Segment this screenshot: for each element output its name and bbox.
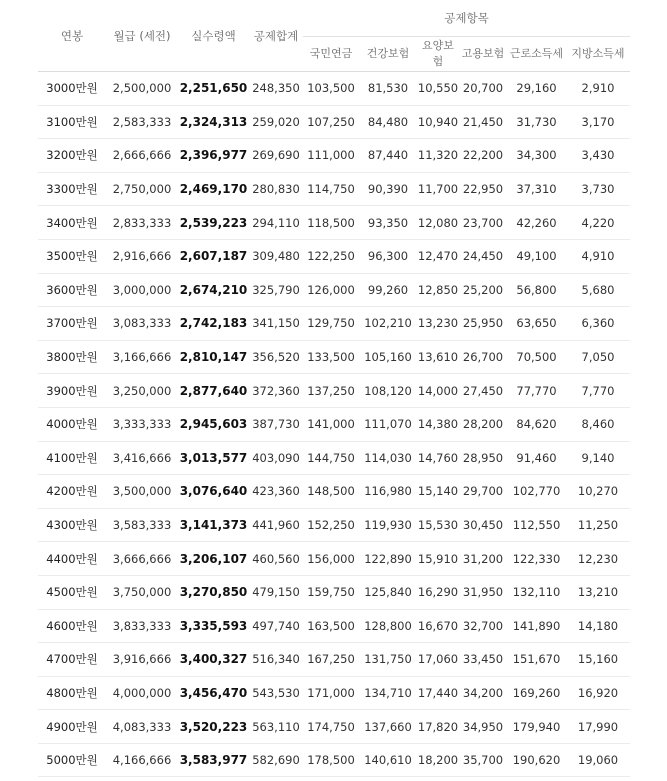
local-tax-cell: 7,050 xyxy=(566,340,630,374)
deduction-total-cell: 341,150 xyxy=(249,307,303,341)
table-row xyxy=(38,441,630,475)
income-tax-cell: 179,940 xyxy=(507,710,566,744)
monthly-cell: 3,750,000 xyxy=(106,575,178,609)
employment-cell: 25,200 xyxy=(459,273,507,307)
employment-cell: 34,200 xyxy=(459,676,507,710)
salary-table xyxy=(38,0,630,777)
income-tax-cell: 102,770 xyxy=(507,475,566,509)
employment-cell: 26,700 xyxy=(459,340,507,374)
local-tax-cell: 13,210 xyxy=(566,575,630,609)
monthly-cell: 2,750,000 xyxy=(106,172,178,206)
income-tax-cell: 151,670 xyxy=(507,643,566,677)
health-cell: 102,210 xyxy=(359,307,417,341)
monthly-cell: 3,250,000 xyxy=(106,374,178,408)
local-tax-cell: 17,990 xyxy=(566,710,630,744)
local-tax-cell: 6,360 xyxy=(566,307,630,341)
deduction-total-cell: 356,520 xyxy=(249,340,303,374)
salary-cell: 3900만원 xyxy=(38,374,106,408)
local-tax-cell: 4,910 xyxy=(566,239,630,273)
salary-cell: 4900만원 xyxy=(38,710,106,744)
health-cell: 131,750 xyxy=(359,643,417,677)
deduction-total-cell: 387,730 xyxy=(249,407,303,441)
employment-cell: 21,450 xyxy=(459,105,507,139)
health-cell: 116,980 xyxy=(359,475,417,509)
monthly-cell: 3,500,000 xyxy=(106,475,178,509)
income-tax-cell: 56,800 xyxy=(507,273,566,307)
table-row xyxy=(38,72,630,106)
pension-cell: 111,000 xyxy=(303,139,359,173)
net-cell: 2,396,977 xyxy=(178,139,249,173)
net-cell: 3,520,223 xyxy=(178,710,249,744)
care-cell: 15,530 xyxy=(417,508,459,542)
monthly-cell: 4,166,666 xyxy=(106,743,178,777)
net-cell: 3,013,577 xyxy=(178,441,249,475)
net-cell: 3,206,107 xyxy=(178,542,249,576)
income-tax-cell: 31,730 xyxy=(507,105,566,139)
local-tax-cell: 3,170 xyxy=(566,105,630,139)
pension-cell: 144,750 xyxy=(303,441,359,475)
employment-cell: 27,450 xyxy=(459,374,507,408)
employment-cell: 31,200 xyxy=(459,542,507,576)
local-tax-cell: 10,270 xyxy=(566,475,630,509)
local-tax-cell: 5,680 xyxy=(566,273,630,307)
header-pension: 국민연금 xyxy=(303,37,359,72)
monthly-cell: 2,916,666 xyxy=(106,239,178,273)
salary-cell: 4300만원 xyxy=(38,508,106,542)
health-cell: 81,530 xyxy=(359,72,417,106)
income-tax-cell: 190,620 xyxy=(507,743,566,777)
table-row xyxy=(38,609,630,643)
salary-cell: 3800만원 xyxy=(38,340,106,374)
table-row xyxy=(38,542,630,576)
pension-cell: 122,250 xyxy=(303,239,359,273)
table-row xyxy=(38,743,630,777)
table-row xyxy=(38,206,630,240)
table-row xyxy=(38,172,630,206)
care-cell: 10,940 xyxy=(417,105,459,139)
monthly-cell: 2,583,333 xyxy=(106,105,178,139)
net-cell: 2,810,147 xyxy=(178,340,249,374)
header-deduction-total: 공제합계 xyxy=(249,0,303,72)
monthly-cell: 2,666,666 xyxy=(106,139,178,173)
deduction-total-cell: 325,790 xyxy=(249,273,303,307)
table-row xyxy=(38,575,630,609)
income-tax-cell: 91,460 xyxy=(507,441,566,475)
table-row xyxy=(38,508,630,542)
health-cell: 119,930 xyxy=(359,508,417,542)
net-cell: 3,141,373 xyxy=(178,508,249,542)
net-cell: 2,674,210 xyxy=(178,273,249,307)
deduction-total-cell: 516,340 xyxy=(249,643,303,677)
care-cell: 10,550 xyxy=(417,72,459,106)
deduction-total-cell: 248,350 xyxy=(249,72,303,106)
care-cell: 12,850 xyxy=(417,273,459,307)
salary-cell: 3400만원 xyxy=(38,206,106,240)
pension-cell: 174,750 xyxy=(303,710,359,744)
care-cell: 11,700 xyxy=(417,172,459,206)
salary-cell: 3000만원 xyxy=(38,72,106,106)
pension-cell: 103,500 xyxy=(303,72,359,106)
monthly-cell: 3,333,333 xyxy=(106,407,178,441)
care-cell: 16,670 xyxy=(417,609,459,643)
deduction-total-cell: 460,560 xyxy=(249,542,303,576)
deduction-total-cell: 259,020 xyxy=(249,105,303,139)
income-tax-cell: 49,100 xyxy=(507,239,566,273)
salary-table-container xyxy=(38,0,630,777)
local-tax-cell: 15,160 xyxy=(566,643,630,677)
income-tax-cell: 132,110 xyxy=(507,575,566,609)
salary-cell: 5000만원 xyxy=(38,743,106,777)
salary-cell: 4400만원 xyxy=(38,542,106,576)
care-cell: 12,470 xyxy=(417,239,459,273)
care-cell: 17,440 xyxy=(417,676,459,710)
employment-cell: 29,700 xyxy=(459,475,507,509)
salary-cell: 4700만원 xyxy=(38,643,106,677)
health-cell: 87,440 xyxy=(359,139,417,173)
care-cell: 14,760 xyxy=(417,441,459,475)
net-cell: 3,400,327 xyxy=(178,643,249,677)
local-tax-cell: 3,730 xyxy=(566,172,630,206)
salary-cell: 3300만원 xyxy=(38,172,106,206)
table-row xyxy=(38,710,630,744)
monthly-cell: 3,666,666 xyxy=(106,542,178,576)
monthly-cell: 3,833,333 xyxy=(106,609,178,643)
table-header xyxy=(38,0,630,72)
pension-cell: 171,000 xyxy=(303,676,359,710)
deduction-total-cell: 441,960 xyxy=(249,508,303,542)
health-cell: 99,260 xyxy=(359,273,417,307)
table-row xyxy=(38,676,630,710)
income-tax-cell: 63,650 xyxy=(507,307,566,341)
net-cell: 3,270,850 xyxy=(178,575,249,609)
local-tax-cell: 2,910 xyxy=(566,72,630,106)
net-cell: 2,607,187 xyxy=(178,239,249,273)
deduction-total-cell: 403,090 xyxy=(249,441,303,475)
care-cell: 14,380 xyxy=(417,407,459,441)
pension-cell: 133,500 xyxy=(303,340,359,374)
deduction-total-cell: 423,360 xyxy=(249,475,303,509)
employment-cell: 22,950 xyxy=(459,172,507,206)
monthly-cell: 2,833,333 xyxy=(106,206,178,240)
net-cell: 3,583,977 xyxy=(178,743,249,777)
care-cell: 15,140 xyxy=(417,475,459,509)
pension-cell: 107,250 xyxy=(303,105,359,139)
monthly-cell: 4,083,333 xyxy=(106,710,178,744)
salary-cell: 3700만원 xyxy=(38,307,106,341)
employment-cell: 25,950 xyxy=(459,307,507,341)
health-cell: 84,480 xyxy=(359,105,417,139)
pension-cell: 167,250 xyxy=(303,643,359,677)
employment-cell: 22,200 xyxy=(459,139,507,173)
net-cell: 2,469,170 xyxy=(178,172,249,206)
employment-cell: 28,200 xyxy=(459,407,507,441)
employment-cell: 31,950 xyxy=(459,575,507,609)
health-cell: 122,890 xyxy=(359,542,417,576)
net-cell: 2,742,183 xyxy=(178,307,249,341)
net-cell: 2,539,223 xyxy=(178,206,249,240)
header-income-tax: 근로소득세 xyxy=(507,37,566,72)
health-cell: 114,030 xyxy=(359,441,417,475)
pension-cell: 156,000 xyxy=(303,542,359,576)
care-cell: 13,230 xyxy=(417,307,459,341)
care-cell: 17,820 xyxy=(417,710,459,744)
local-tax-cell: 9,140 xyxy=(566,441,630,475)
net-cell: 2,945,603 xyxy=(178,407,249,441)
care-cell: 17,060 xyxy=(417,643,459,677)
income-tax-cell: 42,260 xyxy=(507,206,566,240)
pension-cell: 152,250 xyxy=(303,508,359,542)
income-tax-cell: 37,310 xyxy=(507,172,566,206)
salary-cell: 4200만원 xyxy=(38,475,106,509)
header-monthly: 월급 (세전) xyxy=(106,0,178,72)
deduction-total-cell: 582,690 xyxy=(249,743,303,777)
deduction-total-cell: 372,360 xyxy=(249,374,303,408)
table-row xyxy=(38,139,630,173)
net-cell: 2,324,313 xyxy=(178,105,249,139)
local-tax-cell: 19,060 xyxy=(566,743,630,777)
income-tax-cell: 34,300 xyxy=(507,139,566,173)
health-cell: 140,610 xyxy=(359,743,417,777)
table-row xyxy=(38,374,630,408)
health-cell: 90,390 xyxy=(359,172,417,206)
net-cell: 2,877,640 xyxy=(178,374,249,408)
employment-cell: 35,700 xyxy=(459,743,507,777)
net-cell: 3,456,470 xyxy=(178,676,249,710)
table-row xyxy=(38,407,630,441)
salary-cell: 3600만원 xyxy=(38,273,106,307)
income-tax-cell: 29,160 xyxy=(507,72,566,106)
employment-cell: 32,700 xyxy=(459,609,507,643)
local-tax-cell: 16,920 xyxy=(566,676,630,710)
health-cell: 96,300 xyxy=(359,239,417,273)
health-cell: 108,120 xyxy=(359,374,417,408)
health-cell: 111,070 xyxy=(359,407,417,441)
employment-cell: 28,950 xyxy=(459,441,507,475)
pension-cell: 163,500 xyxy=(303,609,359,643)
deduction-total-cell: 563,110 xyxy=(249,710,303,744)
table-row xyxy=(38,307,630,341)
salary-cell: 4600만원 xyxy=(38,609,106,643)
table-row xyxy=(38,643,630,677)
care-cell: 18,200 xyxy=(417,743,459,777)
pension-cell: 141,000 xyxy=(303,407,359,441)
salary-cell: 3100만원 xyxy=(38,105,106,139)
pension-cell: 118,500 xyxy=(303,206,359,240)
income-tax-cell: 141,890 xyxy=(507,609,566,643)
care-cell: 16,290 xyxy=(417,575,459,609)
pension-cell: 148,500 xyxy=(303,475,359,509)
net-cell: 2,251,650 xyxy=(178,72,249,106)
local-tax-cell: 11,250 xyxy=(566,508,630,542)
deduction-total-cell: 479,150 xyxy=(249,575,303,609)
table-row xyxy=(38,340,630,374)
pension-cell: 137,250 xyxy=(303,374,359,408)
local-tax-cell: 7,770 xyxy=(566,374,630,408)
employment-cell: 24,450 xyxy=(459,239,507,273)
pension-cell: 129,750 xyxy=(303,307,359,341)
health-cell: 125,840 xyxy=(359,575,417,609)
deduction-total-cell: 543,530 xyxy=(249,676,303,710)
pension-cell: 178,500 xyxy=(303,743,359,777)
deduction-total-cell: 309,480 xyxy=(249,239,303,273)
table-row xyxy=(38,273,630,307)
table-row xyxy=(38,475,630,509)
income-tax-cell: 112,550 xyxy=(507,508,566,542)
monthly-cell: 3,583,333 xyxy=(106,508,178,542)
header-deduction-group: 공제항목 xyxy=(303,0,630,37)
salary-cell: 4000만원 xyxy=(38,407,106,441)
health-cell: 134,710 xyxy=(359,676,417,710)
health-cell: 105,160 xyxy=(359,340,417,374)
monthly-cell: 3,000,000 xyxy=(106,273,178,307)
deduction-total-cell: 294,110 xyxy=(249,206,303,240)
salary-cell: 3500만원 xyxy=(38,239,106,273)
employment-cell: 20,700 xyxy=(459,72,507,106)
care-cell: 13,610 xyxy=(417,340,459,374)
header-net: 실수령액 xyxy=(178,0,249,72)
header-employment: 고용보험 xyxy=(459,37,507,72)
table-body xyxy=(38,72,630,777)
net-cell: 3,335,593 xyxy=(178,609,249,643)
monthly-cell: 3,416,666 xyxy=(106,441,178,475)
employment-cell: 23,700 xyxy=(459,206,507,240)
header-local-tax: 지방소득세 xyxy=(566,37,630,72)
income-tax-cell: 122,330 xyxy=(507,542,566,576)
header-salary: 연봉 xyxy=(38,0,106,72)
salary-cell: 4800만원 xyxy=(38,676,106,710)
care-cell: 14,000 xyxy=(417,374,459,408)
income-tax-cell: 70,500 xyxy=(507,340,566,374)
care-cell: 15,910 xyxy=(417,542,459,576)
header-health: 건강보험 xyxy=(359,37,417,72)
local-tax-cell: 3,430 xyxy=(566,139,630,173)
health-cell: 137,660 xyxy=(359,710,417,744)
pension-cell: 159,750 xyxy=(303,575,359,609)
deduction-total-cell: 269,690 xyxy=(249,139,303,173)
net-cell: 3,076,640 xyxy=(178,475,249,509)
local-tax-cell: 4,220 xyxy=(566,206,630,240)
health-cell: 128,800 xyxy=(359,609,417,643)
deduction-total-cell: 497,740 xyxy=(249,609,303,643)
employment-cell: 34,950 xyxy=(459,710,507,744)
pension-cell: 126,000 xyxy=(303,273,359,307)
deduction-total-cell: 280,830 xyxy=(249,172,303,206)
employment-cell: 30,450 xyxy=(459,508,507,542)
income-tax-cell: 84,620 xyxy=(507,407,566,441)
pension-cell: 114,750 xyxy=(303,172,359,206)
local-tax-cell: 12,230 xyxy=(566,542,630,576)
health-cell: 93,350 xyxy=(359,206,417,240)
salary-cell: 3200만원 xyxy=(38,139,106,173)
employment-cell: 33,450 xyxy=(459,643,507,677)
monthly-cell: 2,500,000 xyxy=(106,72,178,106)
table-row xyxy=(38,239,630,273)
header-care: 요양보험 xyxy=(417,37,459,72)
care-cell: 12,080 xyxy=(417,206,459,240)
income-tax-cell: 169,260 xyxy=(507,676,566,710)
income-tax-cell: 77,770 xyxy=(507,374,566,408)
salary-cell: 4500만원 xyxy=(38,575,106,609)
table-row xyxy=(38,105,630,139)
monthly-cell: 3,916,666 xyxy=(106,643,178,677)
monthly-cell: 4,000,000 xyxy=(106,676,178,710)
local-tax-cell: 14,180 xyxy=(566,609,630,643)
local-tax-cell: 8,460 xyxy=(566,407,630,441)
monthly-cell: 3,083,333 xyxy=(106,307,178,341)
salary-cell: 4100만원 xyxy=(38,441,106,475)
monthly-cell: 3,166,666 xyxy=(106,340,178,374)
care-cell: 11,320 xyxy=(417,139,459,173)
